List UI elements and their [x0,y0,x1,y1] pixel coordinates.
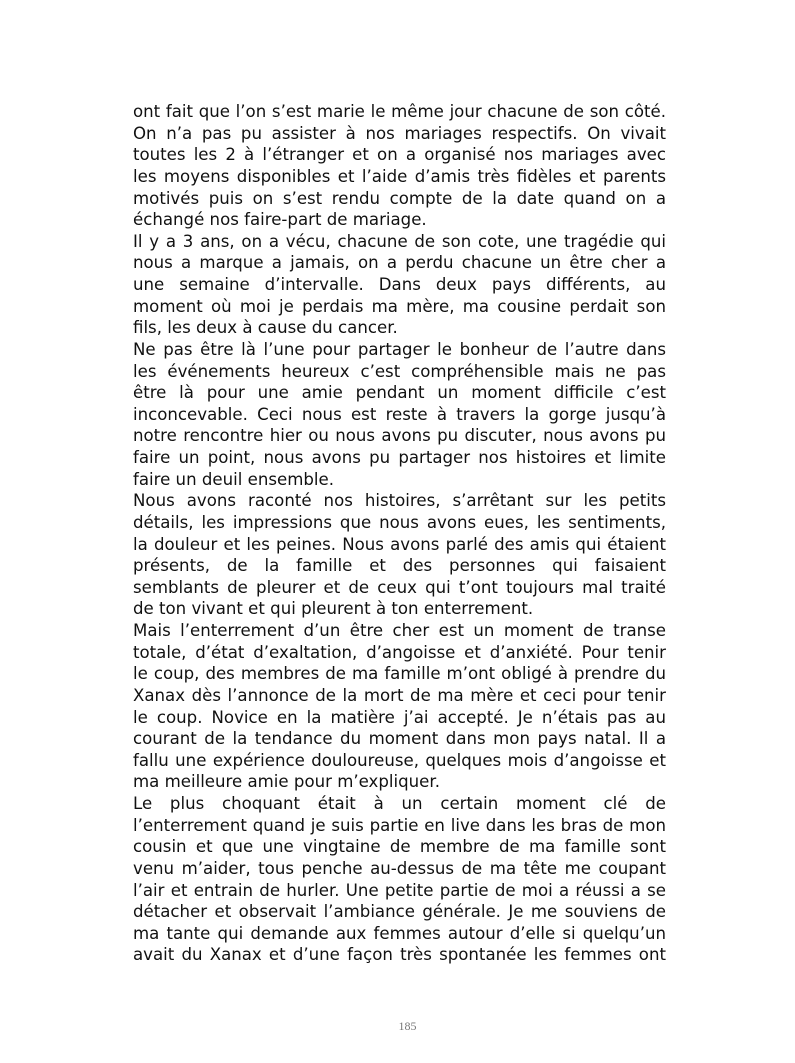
paragraph [133,490,666,620]
text-line: la douleur et les peines. Nous avons parlé des amis qui étaient [133,534,666,554]
text-line: échangé nos faire-part de mariage. [133,210,427,230]
text-line: ma meilleure amie pour m’expliquer. [133,772,440,792]
paragraph [133,101,666,123]
text-line: faire un deuil ensemble. [133,469,334,489]
text-line: semblants de pleurer et de ceux qui t’ont toujours mal traité [133,577,666,597]
text-line: Il y a 3 ans, on a vécu, chacune de son cote, une tragédie qui [133,231,666,251]
paragraph [133,123,666,231]
text-line: Xanax dès l’annonce de la mort de ma mère et ceci pour tenir [133,685,666,705]
paragraph [133,793,666,966]
paragraph [133,231,666,339]
text-line: les événements heureux c’est compréhensible mais ne pas [133,361,666,381]
paragraph [133,620,666,793]
text-line: notre rencontre hier ou nous avons pu discuter, nous avons pu [133,426,666,446]
text-line: courant de la tendance du moment dans mon pays natal. Il a [133,729,666,749]
text-line: détacher et observait l’ambiance générale. Je me souviens de [133,902,666,922]
text-line: une semaine d’intervalle. Dans deux pays différents, au [133,275,666,294]
text-line: cousin et que une vingtaine de membre de ma famille sont [133,837,666,857]
text-line: le coup, des membres de ma famille m’ont obligé à prendre du [133,664,666,684]
text-line: ma tante qui demande aux femmes autour d’elle si quelqu’un [133,923,666,943]
text-line: être là pour une amie pendant un moment difficile c’est [133,383,666,403]
text-line: Ne pas être là l’une pour partager le bonheur de l’autre dans [133,339,666,359]
text-line: les moyens disponibles et l’aide d’amis très fidèles et parents [133,166,666,186]
text-line: Nous avons raconté nos histoires, s’arrêtant sur les petits [133,491,666,511]
text-line: l’air et entrain de hurler. Une petite partie de moi a réussi a se [133,880,666,900]
text-line: de ton vivant et qui pleurent à ton enterrement. [133,599,534,619]
body-text [133,101,666,966]
text-line: le coup. Novice en la matière j’ai accepté. Je n’étais pas au [133,707,666,727]
text-line: avait du Xanax et d’une façon très spontanée les femmes ont [133,945,666,965]
text-line: Le plus choquant était à un certain moment clé de [133,794,666,813]
text-line: fils, les deux à cause du cancer. [133,318,398,338]
text-line: Mais l’enterrement d’un être cher est un moment de transe [133,621,666,640]
text-line: fallu une expérience douloureuse, quelques mois d’angoisse et [133,750,666,770]
text-line: venu m’aider, tous penche au-dessus de ma tête me coupant [133,858,666,878]
text-line: faire un point, nous avons pu partager nos histoires et limite [133,448,666,467]
text-line: moment où moi je perdais ma mère, ma cousine perdait son [133,296,666,316]
text-line: totale, d’état d’exaltation, d’angoisse et d’anxiété. Pour tenir [133,642,666,662]
text-line: toutes les 2 à l’étranger et on a organisé nos mariages avec [133,145,666,165]
text-line: détails, les impressions que nous avons eues, les sentiments, [133,512,666,532]
text-line: l’enterrement quand je suis partie en live dans les bras de mon [133,815,666,835]
text-line: ont fait que l’on s’est marie le même jour chacune de son côté. [133,102,666,121]
text-line: inconcevable. Ceci nous est reste à travers la gorge jusqu’à [133,404,666,424]
text-line: nous a marque a jamais, on a perdu chacune un être cher a [133,253,666,273]
text-line: On n’a pas pu assister à nos mariages respectifs. On vivait [133,123,666,143]
text-line: motivés puis on s’est rendu compte de la date quand on a [133,188,666,208]
page-number: 185 [398,1019,417,1033]
text-line: présents, de la famille et des personnes qui faisaient [133,556,666,576]
paragraph [133,339,666,490]
